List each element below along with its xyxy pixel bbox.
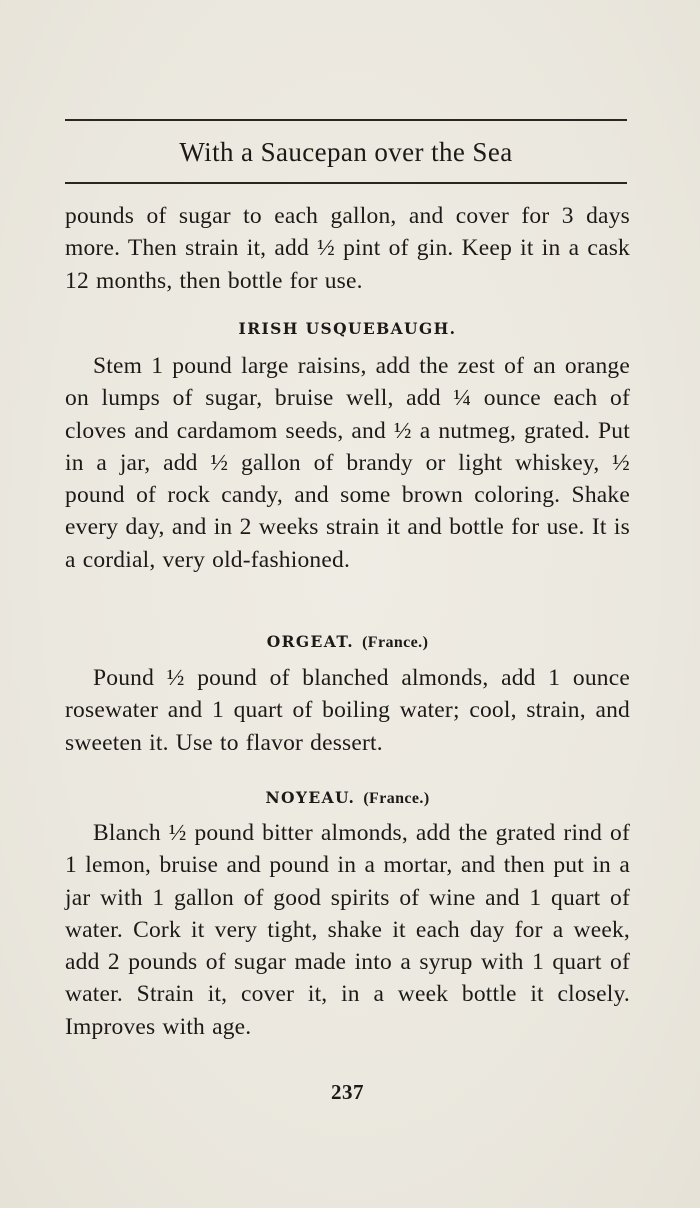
continuation-paragraph: [65, 200, 630, 297]
recipe-origin: (France.): [363, 790, 430, 807]
recipe-body-orgeat: [65, 662, 630, 759]
recipe-title: NOYEAU.: [265, 788, 356, 807]
running-head: With a Saucepan over the Sea: [179, 137, 513, 167]
recipe-heading-orgeat: [65, 631, 630, 654]
header-rule-top: [65, 119, 627, 121]
header-rule-bottom: [65, 182, 627, 184]
continuation-text: pounds of sugar to each gallon, and cover for 3 days more. Then strain it, add ½ pint of gin. Keep it in a cask 12 months, then bottle for use.: [65, 203, 630, 294]
recipe-text: Stem 1 pound large raisins, add the zest of an orange on lumps of sugar, bruise well, add ¼ ounce each of cloves and cardamom seeds, and ½ a nutmeg, grated. Put in a jar, add ½ gallon of brandy or light whiskey, ½ pound of rock candy, and some brown coloring. Shake every day, and in 2 weeks strain it and bottle for use. It is a cordial, very old-fashioned.: [65, 353, 630, 573]
recipe-text: Blanch ½ pound bitter almonds, add the grated rind of 1 lemon, bruise and pound in a mortar, and then put in a jar with 1 gallon of good spirits of wine and 1 quart of water. Cork it very tight, shake it each day for a week, add 2 pounds of sugar made into a syrup with 1 quart of water. Strain it, cover it, in a week bottle it closely. Improves with age.: [65, 820, 630, 1040]
recipe-body-usquebaugh: [65, 350, 630, 576]
recipe-title: ORGEAT.: [266, 632, 355, 651]
page-number: 237: [331, 1080, 364, 1104]
recipe-title: IRISH USQUEBAUGH.: [238, 319, 457, 338]
recipe-origin: (France.): [362, 634, 429, 651]
recipe-body-noyeau: [65, 817, 630, 1043]
recipe-text: Pound ½ pound of blanched almonds, add 1 ounce rosewater and 1 quart of boiling water; cool, strain, and sweeten it. Use to flavor dessert.: [65, 665, 630, 756]
recipe-heading-noyeau: [65, 787, 630, 810]
recipe-heading-usquebaugh: [65, 318, 630, 340]
